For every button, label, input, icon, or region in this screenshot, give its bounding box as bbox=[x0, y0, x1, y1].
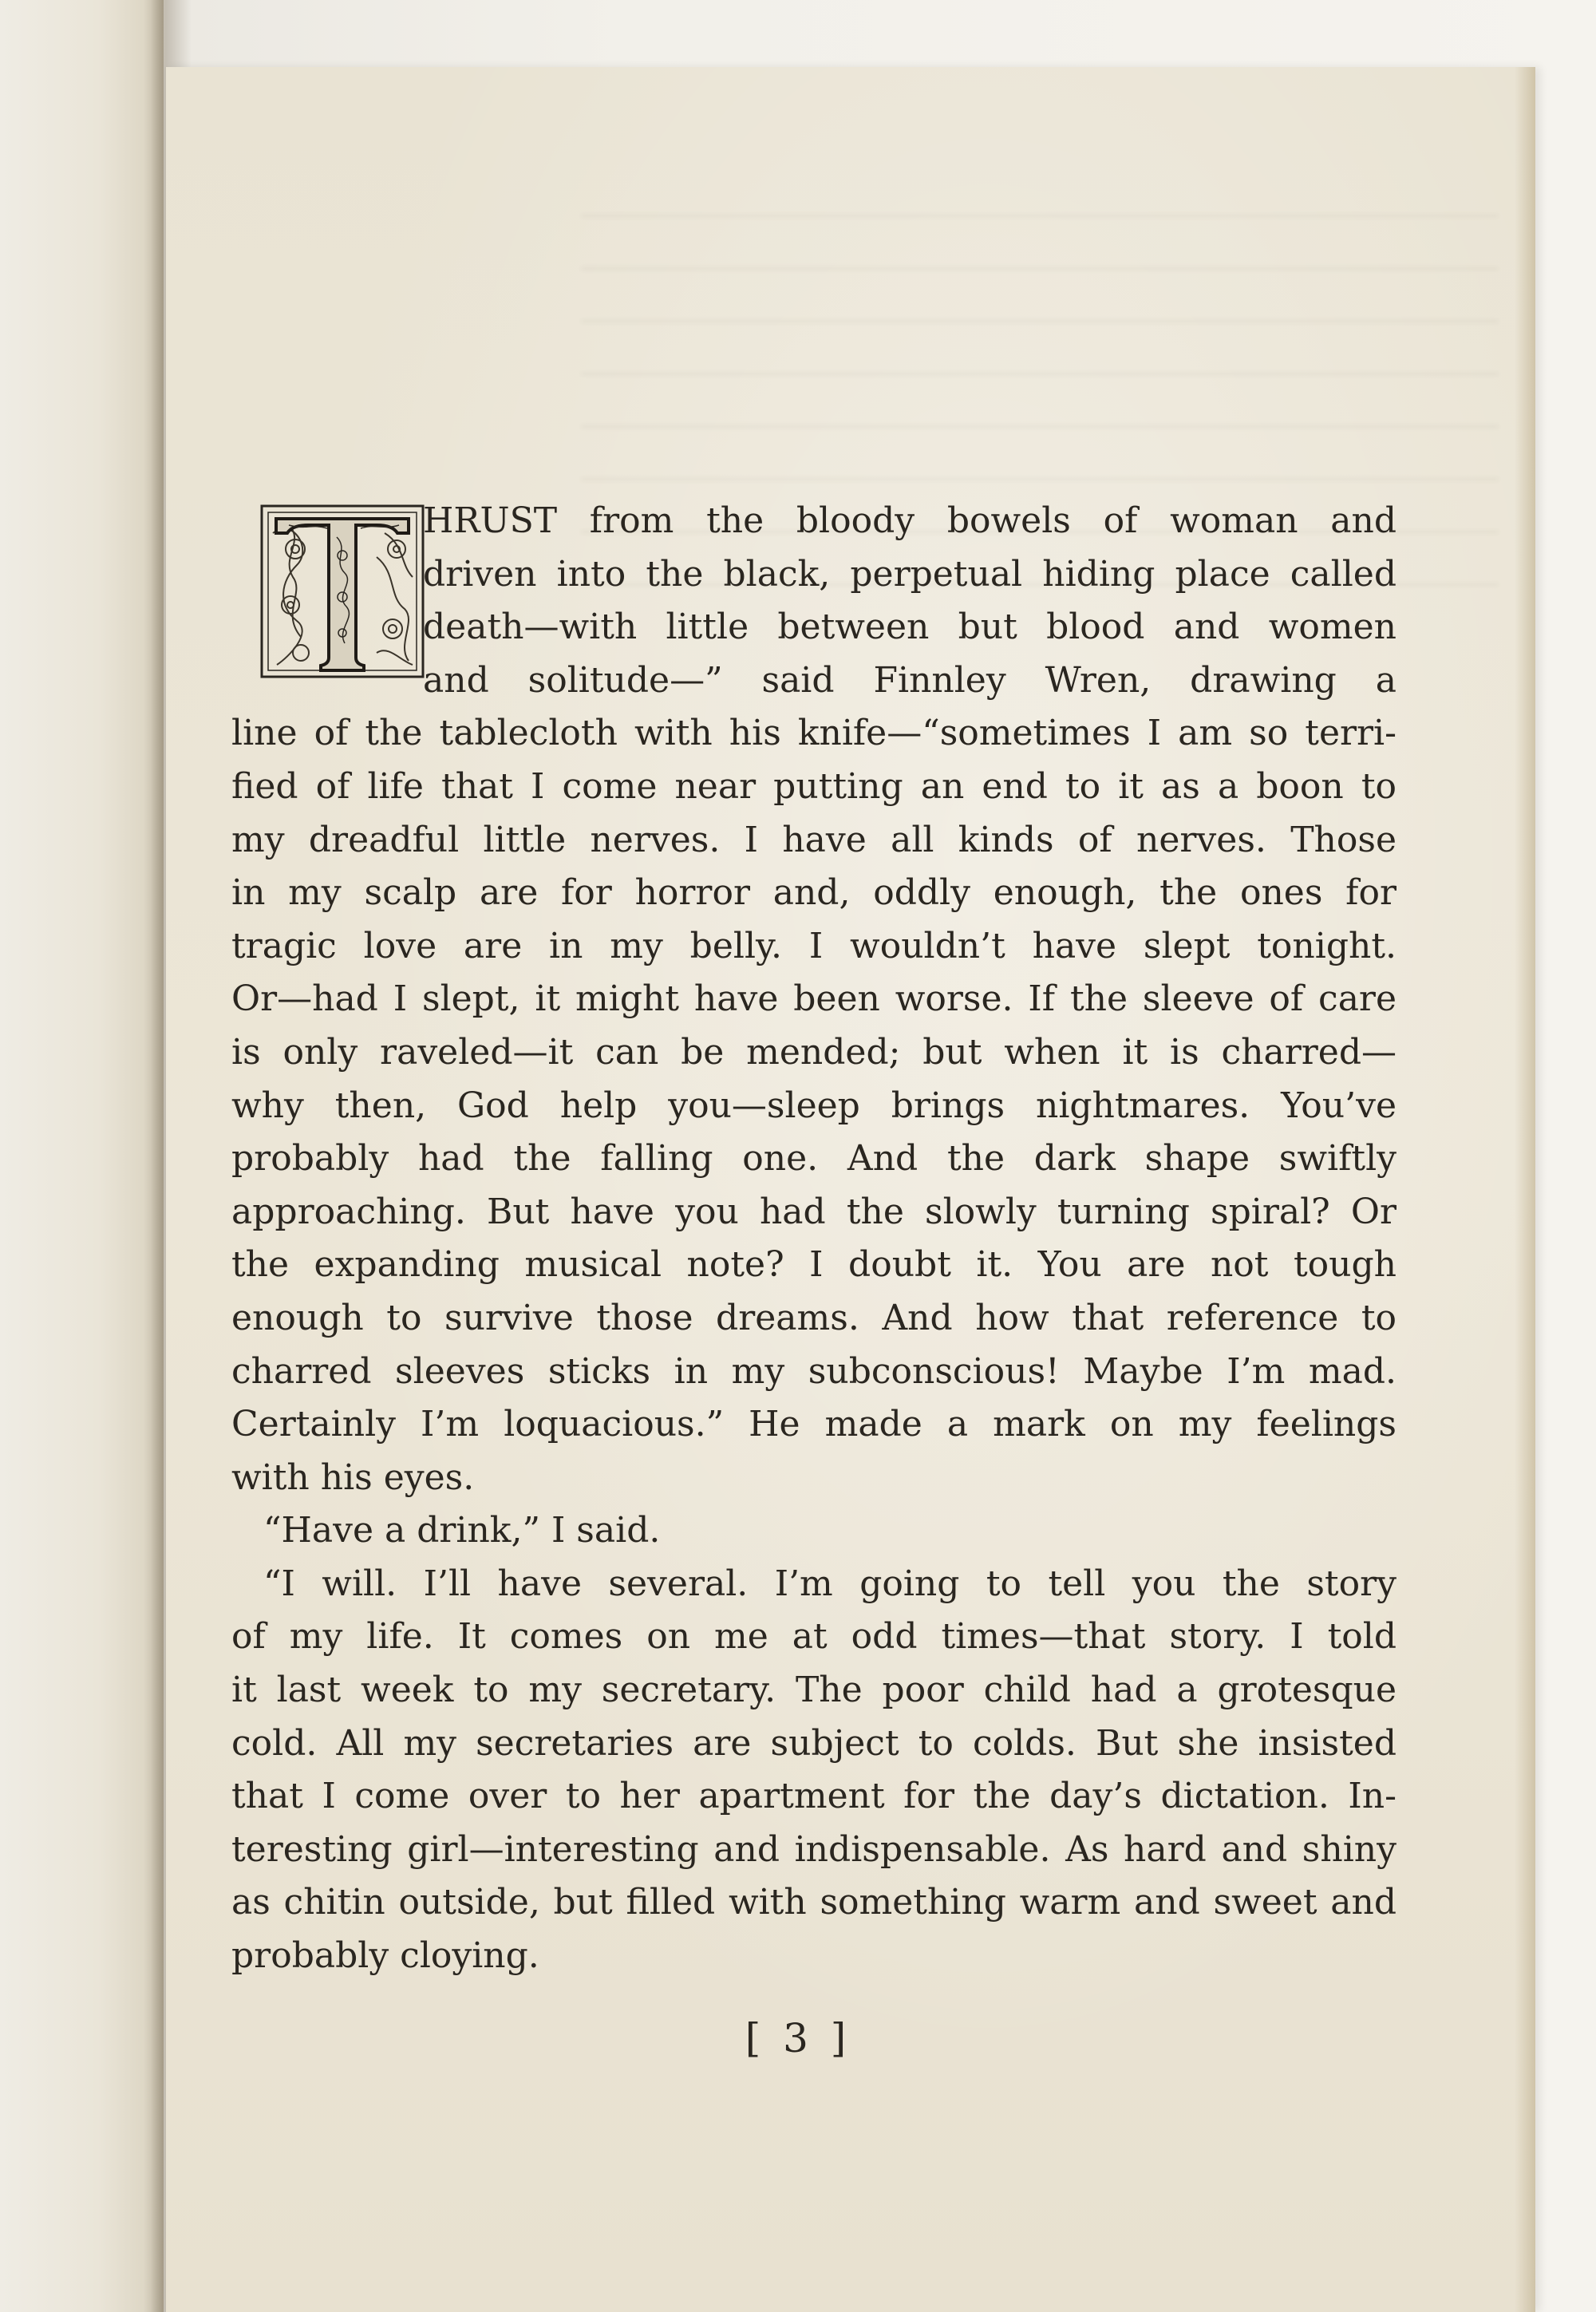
text-line: driven into the black, perpetual hiding place called bbox=[423, 553, 1396, 595]
page-number: [ 3 ] bbox=[745, 2015, 851, 2061]
text-line: Certainly I’m loquacious.” He made a mark on my feelings bbox=[231, 1404, 1396, 1445]
paragraph-2 bbox=[231, 1504, 1396, 1558]
text-line: the expanding musical note? I doubt it. You are not tough bbox=[231, 1244, 1396, 1286]
text-line: line of the tablecloth with his knife—“sometimes I am so terri- bbox=[231, 713, 1396, 754]
text-line: “Have a drink,” I said. bbox=[263, 1510, 661, 1551]
text-line: approaching. But have you had the slowly turning spiral? Or bbox=[231, 1191, 1396, 1232]
text-line: is only raveled—it can be mended; but when it is charred— bbox=[231, 1031, 1396, 1073]
text-line: and solitude—” said Finnley Wren, drawing a bbox=[423, 659, 1396, 701]
text-line: HRUST from the bloody bowels of woman and bbox=[423, 500, 1396, 541]
text-line: as chitin outside, but filled with something warm and sweet and bbox=[231, 1882, 1396, 1923]
text-line: probably had the falling one. And the dark shape swiftly bbox=[231, 1138, 1396, 1180]
text-line: cold. All my secretaries are subject to colds. But she insisted bbox=[231, 1722, 1396, 1764]
text-line: that I come over to her apartment for the day’s dictation. In- bbox=[231, 1776, 1396, 1817]
paragraph-1 bbox=[231, 495, 1396, 1504]
text-line: teresting girl—interesting and indispensable. As hard and shiny bbox=[231, 1828, 1396, 1870]
text-line: Or—had I slept, it might have been worse. If the sleeve of care bbox=[231, 978, 1396, 1020]
page-edge bbox=[1515, 67, 1535, 2312]
text-line: tragic love are in my belly. I wouldn’t have slept tonight. bbox=[231, 925, 1396, 966]
text-line: my dreadful little nerves. I have all kinds of nerves. Those bbox=[231, 819, 1396, 860]
previous-page-edge bbox=[0, 0, 164, 2312]
paragraph-3 bbox=[231, 1558, 1396, 1983]
text-line: charred sleeves sticks in my subconscious! Maybe I’m mad. bbox=[231, 1350, 1396, 1392]
text-line: it last week to my secretary. The poor child had a grotesque bbox=[231, 1670, 1396, 1711]
text-line: in my scalp are for horror and, oddly enough, the ones for bbox=[231, 872, 1396, 914]
text-line: with his eyes. bbox=[231, 1456, 475, 1498]
text-line: “I will. I’ll have several. I’m going to tell you the story bbox=[263, 1563, 1396, 1604]
text-line: fied of life that I come near putting an end to it as a boon to bbox=[231, 765, 1396, 807]
text-line: why then, God help you—sleep brings nightmares. You’ve bbox=[231, 1085, 1396, 1126]
text-line: death—with little between but blood and women bbox=[423, 607, 1396, 648]
body-text bbox=[231, 495, 1396, 1983]
text-line: of my life. It comes on me at odd times—that story. I told bbox=[231, 1616, 1396, 1658]
text-line: probably cloying. bbox=[231, 1935, 539, 1977]
text-line: enough to survive those dreams. And how that reference to bbox=[231, 1297, 1396, 1338]
